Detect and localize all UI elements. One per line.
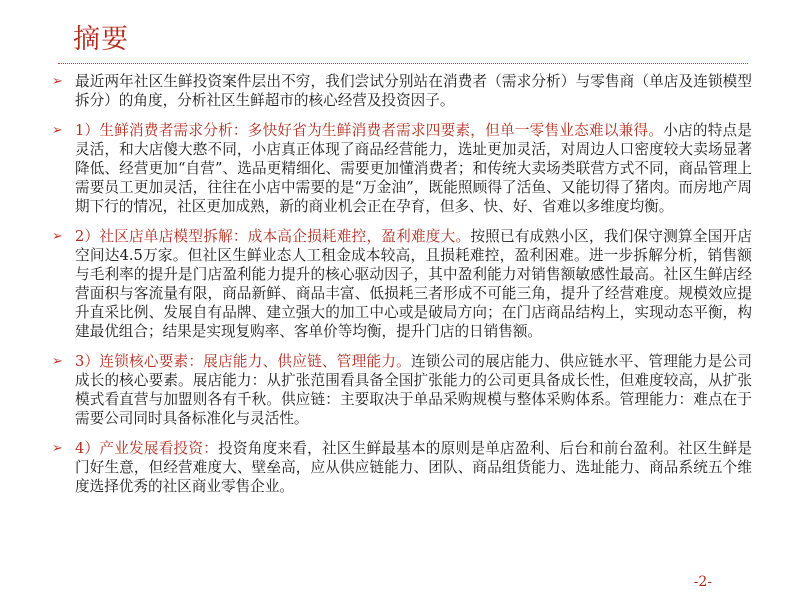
paragraph-lead: 2）社区店单店模型拆解：成本高企损耗难控，盈利难度大。: [75, 228, 471, 245]
paragraph-chain-factors: [52, 352, 752, 428]
arrow-bullet-icon: ➢: [52, 354, 63, 369]
paragraph-investment: [52, 439, 752, 496]
paragraph-store-model: [52, 227, 752, 341]
summary-content: [52, 72, 752, 507]
arrow-bullet-icon: ➢: [52, 441, 63, 456]
paragraph-lead: 4）产业发展看投资：: [75, 440, 219, 457]
paragraph-lead: 3）连锁核心要素：展店能力、供应链、管理能力。: [75, 353, 411, 370]
paragraph-text: 小店的特点是灵活，和大店傻大憨不同，小店真正体现了商品经营能力，选址更加灵活，对周边人口密度较大卖场显著降低、经营更加“自营”、选品更精细化、需要更加懂消费者；和传统大卖场类联营方式不同，商品管理上需要员工更加灵活，往往在小店中需要的是“万金油”，既能照顾得了活鱼、又能切得了猪肉。而房地产周期下行的情况，社区更加成熟，新的商业机会正在孕育，但多、快、好、省难以多维度均衡。: [75, 122, 752, 215]
paragraph-text: 按照已有成熟小区，我们保守测算全国开店空间达4.5万家。但社区生鲜业态人工租金成本较高，且损耗难控，盈利困难。进一步拆解分析，销售额与毛利率的提升是门店盈利能力提升的核心驱动因子，其中盈利能力对销售额敏感性最高。社区生鲜店经营面积与客流量有限，商品新鲜、商品丰富、低损耗三者形成不可能三角，提升了经营难度。规模效应提升直采比例、发展自有品牌、建立强大的加工中心或是破局方向；在门店商品结构上，实现动态平衡，构建最优组合；结果是实现复购率、客单价等均衡，提升门店的日销售额。: [75, 228, 752, 340]
paragraph-text: 投资角度来看，社区生鲜最基本的原则是单店盈利、后台和前台盈利。社区生鲜是门好生意，但经营难度大、壁垒高，应从供应链能力、团队、商品组货能力、选址能力、商品系统五个维度选择优秀的社区商业零售企业。: [75, 440, 752, 495]
page-number: -2-: [693, 574, 712, 590]
arrow-bullet-icon: ➢: [52, 74, 63, 89]
paragraph-text: 连锁公司的展店能力、供应链水平、管理能力是公司成长的核心要素。展店能力：从扩张范围看具备全国扩张能力的公司更具备成长性，但难度较高，从扩张模式看直营与加盟则各有千秋。供应链：主要取决于单品采购规模与整体采购体系。管理能力：难点在于需要公司同时具备标准化与灵活性。: [75, 353, 752, 427]
paragraph-text: 最近两年社区生鲜投资案件层出不穷，我们尝试分别站在消费者（需求分析）与零售商（单店及连锁模型拆分）的角度，分析社区生鲜超市的核心经营及投资因子。: [75, 73, 752, 109]
paragraph-consumer-demand: [52, 121, 752, 216]
title-divider: [58, 63, 748, 64]
arrow-bullet-icon: ➢: [52, 123, 63, 138]
page-title: 摘要: [73, 24, 129, 55]
paragraph-intro: [52, 72, 752, 110]
arrow-bullet-icon: ➢: [52, 229, 63, 244]
paragraph-lead: 1）生鲜消费者需求分析：多快好省为生鲜消费者需求四要素，但单一零售业态难以兼得。: [75, 122, 664, 139]
